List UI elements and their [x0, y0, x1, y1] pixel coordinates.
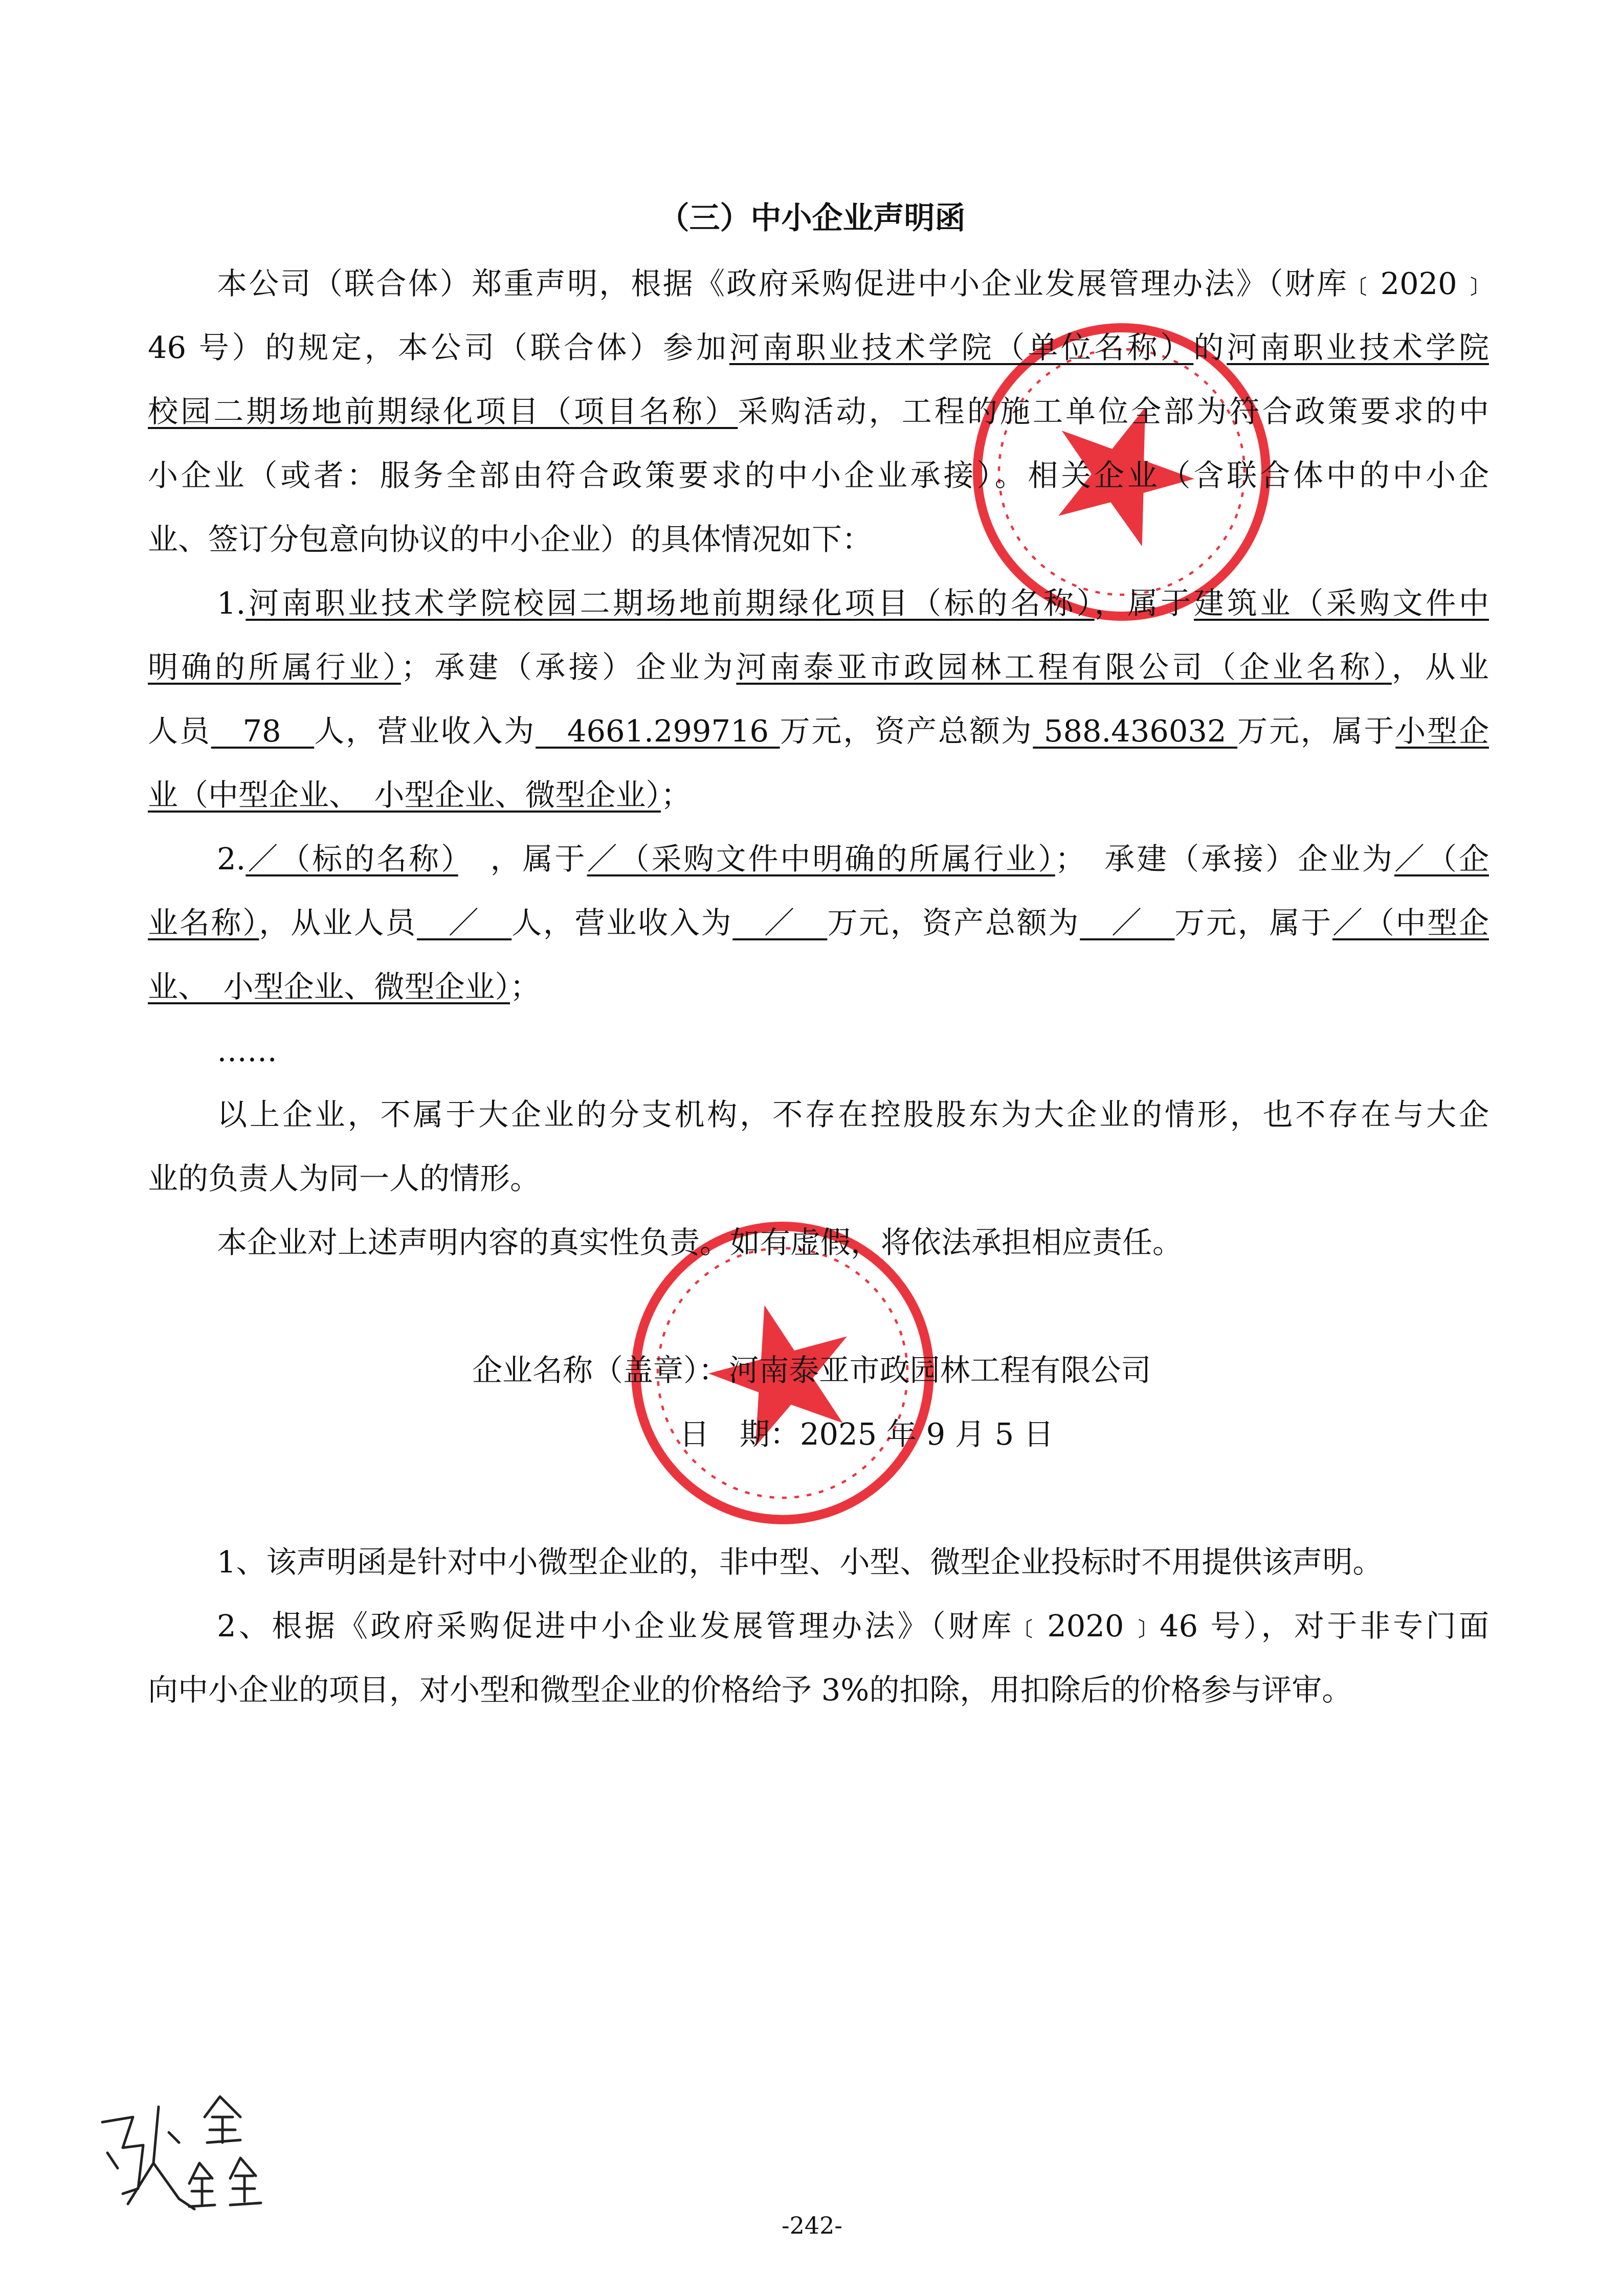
text-line — [148, 507, 1489, 571]
text-line — [148, 891, 1489, 955]
text-line — [148, 1402, 1489, 1466]
text-segment: 万元，资产总额为 — [780, 713, 1033, 749]
text-line — [148, 443, 1489, 507]
text-segment: 的 — [1193, 330, 1227, 365]
text-segment: 2. — [217, 841, 246, 876]
text-segment: 46 号）的规定，本公司（联合体）参加 — [148, 330, 729, 365]
blank-line — [148, 1274, 1489, 1338]
filled-blank: ／（企 — [1394, 841, 1489, 876]
text-segment: 人，营业收入为 — [314, 713, 536, 749]
text-line — [148, 316, 1489, 379]
filled-blank: 明确的所属行业） — [148, 649, 401, 685]
filled-blank: ／ — [732, 905, 828, 940]
text-line — [148, 379, 1489, 443]
text-segment: ，从业 — [1391, 649, 1489, 685]
text-line — [148, 955, 1489, 1019]
text-line — [148, 1594, 1489, 1658]
text-segment: 本公司（联合体）郑重声明，根据《政府采购促进中小企业发展管理办法》（财库﹝2020﹞ — [217, 266, 1489, 301]
filled-blank: 校园二期场地前期绿化项目（项目名称） — [148, 394, 738, 429]
filled-blank: 河南职业技术学院 — [1227, 330, 1489, 365]
filled-blank: ／（采购文件中明确的所属行业） — [587, 841, 1055, 876]
text-segment: ； 承建（承接）企业为 — [1055, 841, 1394, 876]
filled-blank: 河南泰亚市政园林工程有限公司（企业名称） — [736, 649, 1392, 685]
text-segment: 采购活动，工程的施工单位全部为符合政策要求的中 — [738, 394, 1489, 429]
text-segment: ，属于 — [458, 841, 587, 876]
blank-line — [148, 1466, 1489, 1530]
text-segment: 业的负责人为同一人的情形。 — [148, 1161, 541, 1196]
text-segment: 人员 — [148, 713, 211, 749]
declaration-body — [148, 252, 1489, 1722]
text-segment: 业、签订分包意向协议的中小企业）的具体情况如下： — [148, 522, 873, 557]
text-segment: 小企业（或者：服务全部由符合政策要求的中小企业承接）。相关企业（含联合体中的中小企 — [148, 458, 1489, 493]
text-segment: 向中小企业的项目，对小型和微型企业的价格给予 3%的扣除，用扣除后的价格参与评审。 — [148, 1672, 1352, 1707]
text-segment: ，从业人员 — [259, 905, 417, 940]
text-segment: ； — [510, 969, 541, 1004]
text-segment: 以上企业，不属于大企业的分支机构，不存在控股股东为大企业的情形，也不存在与大企 — [217, 1097, 1489, 1132]
text-line — [148, 635, 1489, 699]
filled-blank: ／（中型企 — [1332, 905, 1489, 940]
text-segment: 本企业对上述声明内容的真实性负责。如有虚假，将依法承担相应责任。 — [217, 1225, 1183, 1260]
text-segment: 1. — [217, 586, 246, 621]
text-segment: 万元，属于 — [1174, 905, 1333, 940]
text-line — [148, 1338, 1489, 1402]
text-line — [148, 1019, 1489, 1083]
text-line — [148, 1530, 1489, 1594]
text-line — [148, 571, 1489, 635]
filled-blank: 4661.299716 — [536, 713, 780, 749]
text-line — [148, 699, 1489, 763]
filled-blank: 业（中型企业、 小型企业、微型企业） — [148, 777, 661, 813]
text-segment: 2、根据《政府采购促进中小企业发展管理办法》（财库﹝2020﹞46 号），对于非专门面 — [217, 1608, 1489, 1644]
filled-blank: ／ — [1080, 905, 1175, 940]
page-number: -242- — [782, 2212, 842, 2239]
filled-blank: 业、 小型企业、微型企业） — [148, 969, 510, 1004]
filled-blank: 河南职业技术学院（单位名称） — [729, 330, 1194, 365]
filled-blank: 河南职业技术学院校园二期场地前期绿化项目（标的名称） — [246, 586, 1095, 621]
text-segment: ，属于 — [1094, 586, 1194, 621]
filled-blank: 588.436032 — [1033, 713, 1238, 749]
filled-blank: ／ — [417, 905, 512, 940]
filled-blank: ／（标的名称） — [246, 841, 458, 876]
text-line — [148, 1658, 1489, 1722]
handwritten-signature — [92, 2086, 297, 2219]
text-segment: 万元，属于 — [1237, 713, 1396, 749]
text-line — [148, 763, 1489, 827]
page-title: （三）中小企业声明函 — [658, 200, 966, 236]
text-segment: 人，营业收入为 — [511, 905, 733, 940]
text-segment: ； — [661, 777, 692, 813]
filled-blank: 小型企 — [1395, 713, 1489, 749]
text-segment: 企业名称（盖章）：河南泰亚市政园林工程有限公司 — [472, 1353, 1151, 1388]
text-segment: 1、该声明函是针对中小微型企业的，非中型、小型、微型企业投标时不用提供该声明。 — [217, 1544, 1383, 1580]
filled-blank: 78 — [211, 713, 315, 749]
text-segment: 万元，资产总额为 — [827, 905, 1080, 940]
text-segment: …… — [217, 1033, 277, 1068]
text-line — [148, 1083, 1489, 1146]
text-line — [148, 827, 1489, 891]
text-line — [148, 1146, 1489, 1210]
text-segment: 日 期：2025 年 9 月 5 日 — [679, 1416, 1054, 1452]
filled-blank: 建筑业（采购文件中 — [1194, 586, 1489, 621]
text-line — [148, 252, 1489, 316]
text-segment: ；承建（承接）企业为 — [401, 649, 737, 685]
text-line — [148, 1210, 1489, 1274]
filled-blank: 业名称） — [148, 905, 259, 940]
